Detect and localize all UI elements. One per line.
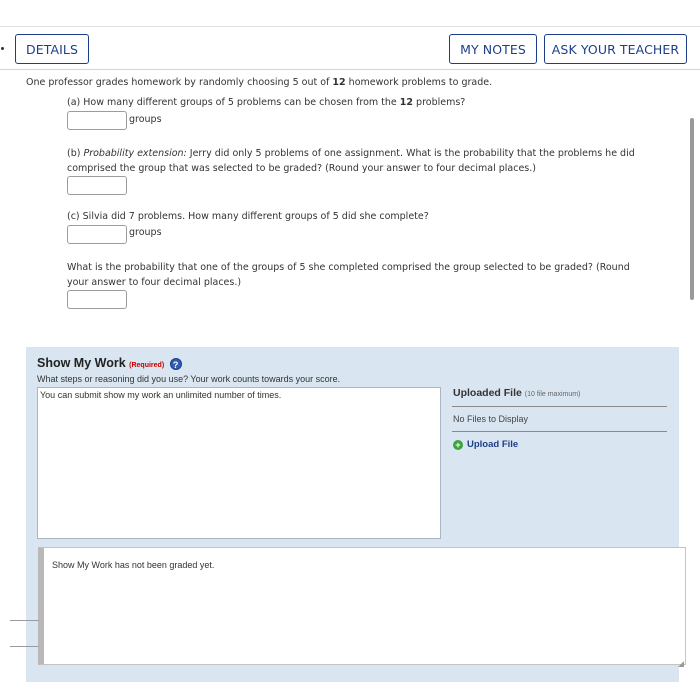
upload-divider-bottom bbox=[452, 431, 667, 432]
part-a-unit-label: groups bbox=[129, 114, 162, 125]
part-c-question: (c) Silvia did 7 problems. How many different groups of 5 did she complete? bbox=[67, 211, 429, 222]
side-marker-bottom bbox=[10, 646, 39, 647]
upload-file-label: Upload File bbox=[467, 439, 519, 450]
show-my-work-subtitle: What steps or reasoning did you use? Your work counts towards your score. bbox=[37, 374, 341, 384]
grading-status-text: Show My Work has not been graded yet. bbox=[52, 560, 215, 570]
resize-grip-icon[interactable] bbox=[678, 661, 684, 667]
part-b-question-line1: (b) Probability extension: Jerry did only 5 problems of one assignment. What is the probability that the problems he did bbox=[67, 148, 635, 159]
part-a-answer-input[interactable] bbox=[67, 111, 127, 130]
side-marker-top bbox=[10, 620, 39, 621]
plus-circle-icon: + bbox=[453, 440, 463, 450]
help-icon[interactable]: ? bbox=[170, 358, 182, 370]
left-edge-dot bbox=[1, 47, 4, 50]
ask-your-teacher-button[interactable]: ASK YOUR TEACHER bbox=[544, 34, 687, 64]
top-divider bbox=[0, 26, 700, 27]
part-b-question-line2: comprised the group that was selected to be graded? (Round your answer to four decimal places.) bbox=[67, 163, 536, 174]
part-a-question: (a) How many different groups of 5 problems can be chosen from the 12 problems? bbox=[67, 97, 466, 108]
part-d-question-line1: What is the probability that one of the groups of 5 she completed comprised the group selected to be graded? (Round bbox=[67, 262, 630, 273]
upload-file-button[interactable] bbox=[453, 439, 518, 450]
part-d-answer-input[interactable] bbox=[67, 290, 127, 309]
no-files-text: No Files to Display bbox=[453, 414, 529, 424]
file-limit-note: (10 file maximum) bbox=[524, 391, 581, 398]
uploaded-file-heading: Uploaded File (10 file maximum) bbox=[453, 387, 581, 399]
problem-intro: One professor grades homework by randomly choosing 5 out of 12 homework problems to grade. bbox=[26, 77, 493, 88]
show-my-work-title: Show My Work (Required) ? bbox=[37, 356, 182, 370]
part-c-unit-label: groups bbox=[129, 227, 162, 238]
scrollbar-thumb[interactable] bbox=[690, 118, 694, 300]
part-c-answer-input[interactable] bbox=[67, 225, 127, 244]
required-label: (Required) bbox=[129, 362, 165, 369]
part-b-answer-input[interactable] bbox=[67, 176, 127, 195]
upload-divider-top bbox=[452, 406, 667, 407]
my-notes-button[interactable]: MY NOTES bbox=[449, 34, 537, 64]
show-my-work-textarea[interactable]: You can submit show my work an unlimited number of times. bbox=[37, 387, 441, 539]
details-button[interactable]: DETAILS bbox=[15, 34, 89, 64]
header-divider bbox=[0, 69, 700, 70]
part-d-question-line2: your answer to four decimal places.) bbox=[67, 277, 242, 288]
